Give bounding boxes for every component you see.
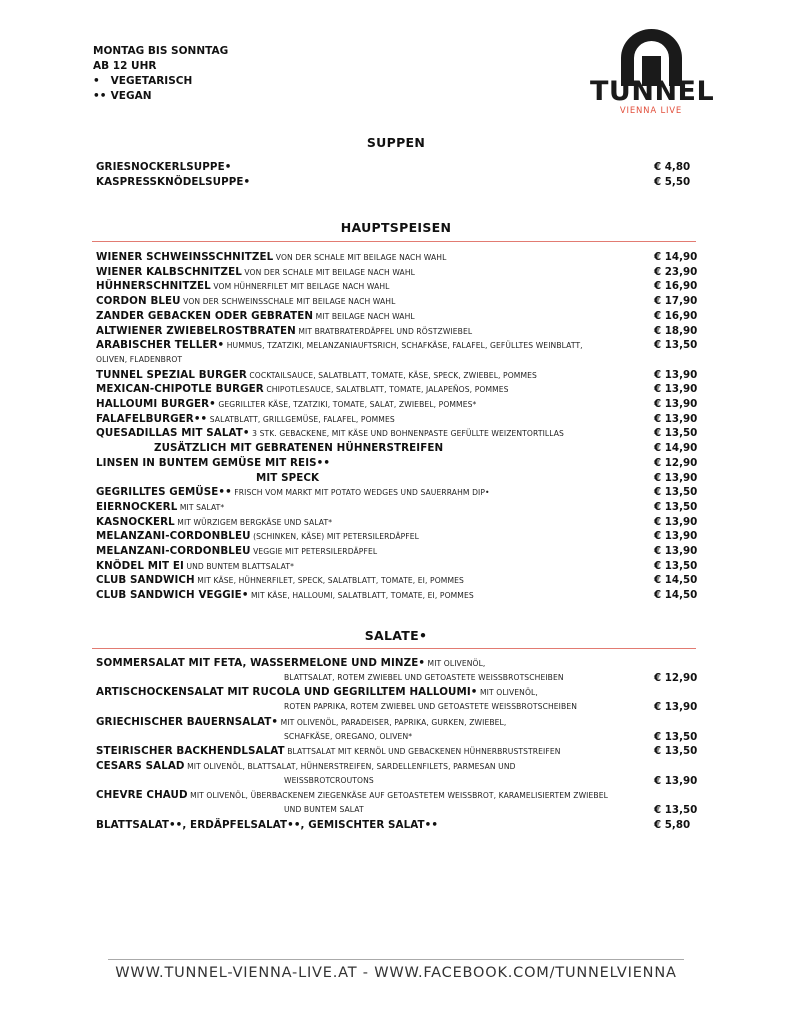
menu-item-price: € 18,90 [654, 324, 698, 337]
menu-item-name: MIT SPECK [256, 471, 320, 484]
menu-item-name: ZANDER GEBACKEN ODER GEBRATEN [96, 309, 314, 322]
menu-item-name: ZUSÄTZLICH MIT GEBRATENEN HÜHNERSTREIFEN [154, 442, 444, 455]
menu-item [96, 368, 696, 382]
menu-item-name: SOMMERSALAT MIT FETA, WASSERMELONE UND MINZE• [96, 657, 426, 669]
menu-item-description: UND BUNTEM BLATTSALAT* [183, 561, 294, 571]
logo-name: TUNNEL [590, 76, 715, 107]
menu-item-name: STEIRISCHER BACKHENDLSALAT [96, 745, 285, 758]
menu-item-price: € 13,90 [654, 368, 698, 381]
menu-item-price: € 13,90 [654, 545, 698, 557]
menu-item-name: KASPRESSKNÖDELSUPPE• [96, 175, 251, 188]
menu-item-name: TUNNEL SPEZIAL BURGER [96, 368, 247, 381]
menu-item [96, 412, 696, 426]
menu-item-price: € 13,90 [654, 515, 698, 528]
menu-item-name: KNÖDEL MIT EI [96, 559, 184, 572]
section-divider-salate [92, 648, 696, 649]
menu-item-description: WEISSBROTCROUTONS [284, 775, 374, 785]
menu-item-name: WIENER KALBSCHNITZEL [96, 265, 242, 278]
menu-item-price: € 13,90 [654, 774, 698, 787]
menu-item-description: FRISCH VOM MARKT MIT POTATO WEDGES UND SAUERRAHM DIP• [231, 488, 490, 498]
menu-item-name: ARABISCHER TELLER• [96, 339, 225, 352]
menu-item-price: € 13,50 [654, 559, 698, 572]
menu-item-price: € 14,90 [654, 442, 698, 455]
menu-item [96, 485, 696, 499]
menu-item-name: CHEVRE CHAUD [96, 789, 188, 802]
menu-item [96, 250, 696, 264]
logo [590, 28, 730, 120]
menu-item-price: € 23,90 [654, 265, 698, 278]
section-title-salate: SALATE• [364, 628, 428, 643]
menu-item-price: € 13,50 [654, 500, 698, 513]
menu-item [96, 382, 696, 396]
menu-item [96, 175, 696, 189]
menu-item-description: 3 STK. GEBACKENE, MIT KÄSE UND BOHNENPASTE GEFÜLLTE WEIZENTORTILLAS [249, 429, 564, 439]
menu-item-description: VEGGIE MIT PETERSILERDÄPFEL [250, 547, 378, 556]
menu-item [96, 529, 696, 543]
footer-links: WWW.TUNNEL-VIENNA-LIVE.AT - WWW.FACEBOOK.COM/TUNNELVIENNA [115, 965, 677, 981]
menu-item [96, 656, 696, 670]
menu-item-name: HÜHNERSCHNITZEL [96, 280, 211, 293]
menu-item-price: € 12,90 [654, 456, 698, 469]
menu-item-name: EIERNOCKERL [96, 500, 178, 513]
legend-vegetarian [93, 74, 228, 89]
menu-item-name: BLATTSALAT••, ERDÄPFELSALAT••, GEMISCHTER SALAT•• [96, 818, 439, 831]
menu-item-price: € 16,90 [654, 280, 698, 293]
menu-item-name: HALLOUMI BURGER• [96, 398, 216, 410]
menu-item-price: € 13,90 [654, 471, 698, 484]
menu-item-price: € 13,50 [654, 339, 698, 352]
menu-item [96, 559, 696, 573]
menu-item-description: MIT SALAT* [177, 502, 225, 512]
footer-divider [108, 959, 684, 960]
menu-item-description: ROTEN PAPRIKA, ROTEM ZWIEBEL UND GETOASTETE WEISSBROTSCHEIBEN [284, 702, 578, 712]
menu-item-name: MELANZANI-CORDONBLEU [96, 530, 251, 543]
menu-item-name: CLUB SANDWICH VEGGIE• [96, 589, 249, 602]
menu-item [96, 685, 696, 699]
menu-item-name: WIENER SCHWEINSSCHNITZEL [96, 251, 274, 263]
menu-item [96, 294, 696, 308]
menu-item-description: MIT WÜRZIGEM BERGKÄSE UND SALAT* [174, 517, 333, 527]
menu-item-description: MIT OLIVENÖL, [425, 659, 486, 668]
legend-vegan [93, 89, 228, 104]
menu-item-name: GRIECHISCHER BAUERNSALAT• [96, 715, 279, 728]
menu-item-name: MELANZANI-CORDONBLEU [96, 545, 251, 557]
opening-time: AB 12 UHR [93, 60, 157, 72]
menu-item [96, 160, 696, 174]
menu-item-name: CESARS SALAD [96, 759, 185, 772]
menu-item-description: SCHAFKÄSE, OREGANO, OLIVEN* [284, 731, 413, 741]
menu-item-description: MIT KÄSE, HÜHNERFILET, SPECK, SALATBLATT, TOMATE, EI, POMMES [194, 576, 464, 586]
menu-item-price: € 12,90 [654, 671, 698, 684]
vegetarian-symbol: • [93, 75, 100, 87]
menu-item-price: € 13,50 [654, 745, 698, 758]
menu-item [96, 500, 696, 514]
menu-item [96, 588, 696, 602]
menu-item-price: € 13,50 [654, 804, 698, 816]
menu-item-name: ALTWIENER ZWIEBELROSTBRATEN [96, 324, 296, 337]
menu-item [96, 818, 696, 832]
menu-item-name: LINSEN IN BUNTEM GEMÜSE MIT REIS•• [96, 456, 330, 469]
menu-item-description: MIT OLIVENÖL, BLATTSALAT, HÜHNERSTREIFEN, SARDELLENFILETS, PARMESAN UND [184, 761, 516, 771]
menu-item-name: KASNOCKERL [96, 515, 175, 528]
menu-item [96, 744, 696, 758]
menu-item-description: GEGRILLTER KÄSE, TZATZIKI, TOMATE, SALAT, ZWIEBEL, POMMES* [215, 400, 477, 409]
opening-days: MONTAG BIS SONNTAG [93, 45, 229, 57]
logo-subtitle: VIENNA LIVE [619, 106, 683, 116]
menu-item-name: GEGRILLTES GEMÜSE•• [96, 486, 232, 499]
menu-item-description: VON DER SCHALE MIT BEILAGE NACH WAHL [241, 267, 415, 277]
menu-item-price: € 14,90 [654, 251, 698, 263]
menu-item-name: CORDON BLEU [96, 295, 181, 308]
menu-item [96, 544, 696, 558]
vegan-symbol: •• [93, 90, 107, 102]
menu-item-description: BLATTSALAT, ROTEM ZWIEBEL UND GETOASTETE WEISSBROTSCHEIBEN [284, 672, 564, 682]
menu-item-price: € 13,90 [654, 530, 698, 543]
menu-item-description: UND BUNTEM SALAT [284, 805, 364, 814]
menu-item-name: FALAFELBURGER•• [96, 412, 208, 425]
menu-item-description: CHIPOTLESAUCE, SALATBLATT, TOMATE, JALAPEÑOS, POMMES [263, 385, 509, 395]
menu-item-description: MIT OLIVENÖL, PARADEISER, PAPRIKA, GURKEN, ZWIEBEL, [278, 717, 507, 727]
menu-item-description: VON DER SCHALE MIT BEILAGE NACH WAHL [273, 253, 447, 262]
menu-item-description: MIT BEILAGE NACH WAHL [313, 311, 415, 321]
vegetarian-label: VEGETARISCH [110, 75, 193, 87]
menu-item-description: (SCHINKEN, KÄSE) MIT PETERSILERDÄPFEL [250, 532, 419, 542]
menu-item [96, 324, 696, 338]
menu-item [96, 309, 696, 323]
menu-item-price: € 14,50 [654, 589, 698, 602]
menu-item [96, 265, 696, 279]
section-title-hauptspeisen: HAUPTSPEISEN [340, 220, 452, 235]
menu-item-description: MIT KÄSE, HALLOUMI, SALATBLATT, TOMATE, EI, POMMES [248, 591, 474, 601]
menu-item-name: CLUB SANDWICH [96, 574, 195, 587]
section-title-suppen: SUPPEN [366, 135, 426, 150]
menu-item [96, 338, 696, 352]
menu-item-description: HUMMUS, TZATZIKI, MELANZANIAUFTSRICH, SCHAFKÄSE, FALAFEL, GEFÜLLTES WEINBLATT, [224, 341, 583, 351]
menu-item-description: MIT OLIVENÖL, [477, 688, 538, 698]
menu-item-price: € 13,90 [654, 398, 698, 410]
menu-item-name: GRIESNOCKERLSUPPE• [96, 161, 232, 173]
menu-item-price: € 13,90 [654, 383, 698, 396]
menu-item-description: OLIVEN, FLADENBROT [96, 354, 183, 364]
menu-item-price: € 13,50 [654, 730, 698, 743]
menu-item-description: COCKTAILSAUCE, SALATBLATT, TOMATE, KÄSE, SPECK, ZWIEBEL, POMMES [246, 370, 537, 380]
menu-item-description: MIT BRATBRATERDÄPFEL UND RÖSTZWIEBEL [295, 326, 473, 336]
menu-item-name: QUESADILLAS MIT SALAT• [96, 427, 250, 440]
menu-item-name: ARTISCHOCKENSALAT MIT RUCOLA UND GEGRILLTEM HALLOUMI• [96, 686, 478, 699]
menu-item [96, 715, 696, 729]
menu-item-price: € 14,50 [654, 574, 698, 587]
section-divider-hauptspeisen [92, 241, 696, 242]
menu-item [96, 515, 696, 529]
menu-item-price: € 13,50 [654, 486, 698, 499]
menu-item-price: € 16,90 [654, 309, 698, 322]
menu-item [96, 573, 696, 587]
menu-item-price: € 17,90 [654, 295, 698, 308]
menu-item-description: MIT OLIVENÖL, ÜBERBACKENEM ZIEGENKÄSE AUF GETOASTETEM WEISSBROT, KARAMELISIERTEM ZWIEBEL [187, 791, 608, 801]
menu-item [96, 456, 696, 470]
menu-item-description: BLATTSALAT MIT KERNÖL UND GEBACKENEN HÜHNERBRUSTSTREIFEN [284, 747, 561, 757]
menu-item [96, 397, 696, 411]
menu-item-price: € 13,90 [654, 701, 698, 714]
menu-item-description: VOM HÜHNERFILET MIT BEILAGE NACH WAHL [210, 282, 390, 292]
menu-item-price: € 5,50 [654, 175, 691, 188]
menu-item-name: MEXICAN-CHIPOTLE BURGER [96, 383, 264, 396]
vegan-label: VEGAN [110, 90, 152, 102]
menu-item-price: € 13,90 [654, 412, 698, 425]
menu-item [96, 353, 696, 367]
menu-item-description: SALATBLATT, GRILLGEMÜSE, FALAFEL, POMMES [207, 414, 395, 424]
menu-item-price: € 13,50 [654, 427, 698, 440]
legend [93, 44, 228, 104]
menu-item-description: VON DER SCHWEINSSCHALE MIT BEILAGE NACH WAHL [180, 297, 396, 307]
menu-item-price: € 5,80 [654, 818, 691, 831]
menu-item [96, 759, 696, 773]
menu-item [96, 788, 696, 802]
menu-item [96, 279, 696, 293]
menu-item-price: € 4,80 [654, 161, 691, 173]
menu-item [96, 426, 696, 440]
